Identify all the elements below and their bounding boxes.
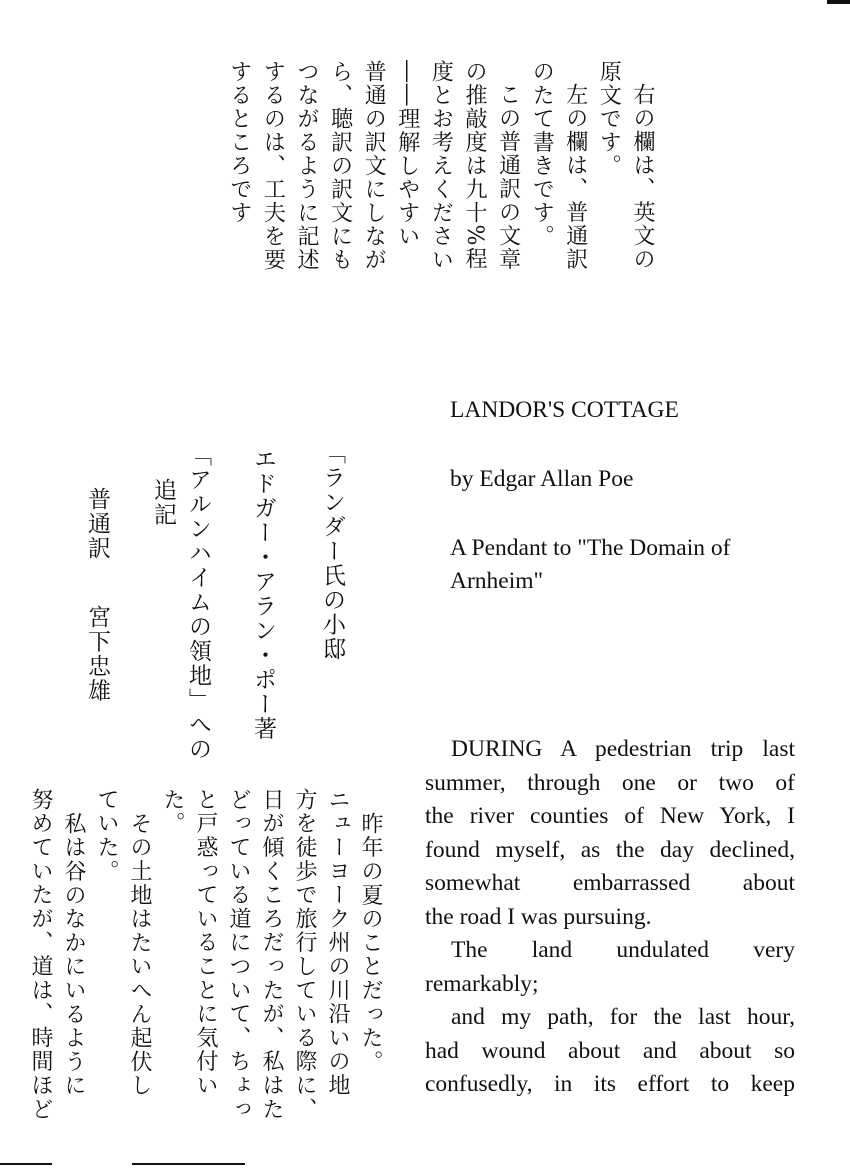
- en-author: by Edgar Allan Poe: [450, 466, 634, 492]
- en-body-line: the road I was pursuing.: [425, 903, 652, 930]
- note-column: 度とお考えください: [428, 60, 454, 272]
- jp-body-column: 私は谷のなかにいるように: [61, 812, 86, 1098]
- note-column: のたて書きです。: [529, 60, 555, 248]
- note-column: の推敲度は九十%程: [462, 60, 487, 271]
- note-column: するところです: [226, 60, 252, 225]
- footer-rule-left: [0, 1163, 52, 1165]
- note-column: ら、聴訳の訳文にも: [327, 60, 353, 272]
- jp-author: エドガー・アラン・ポー著: [250, 447, 276, 741]
- en-body-line: confusedly, in its effort to keep: [425, 1071, 795, 1097]
- jp-body-column: た。: [160, 788, 185, 836]
- jp-body-column: ニューヨーク州の川沿いの地: [325, 788, 350, 1098]
- en-subtitle-line-1: A Pendant to "The Domain of: [450, 535, 731, 561]
- jp-body-column: どっている道について、ちょっ: [226, 788, 251, 1122]
- jp-body-column: 日が傾くころだったが、私はた: [259, 788, 284, 1122]
- jp-title: 「ランダー氏の小邸: [319, 441, 345, 662]
- jp-body-column: ていた。: [94, 788, 119, 884]
- en-title: LANDOR'S COTTAGE: [450, 397, 679, 423]
- jp-body-column: 努めていたが、道は、時間ほど: [28, 788, 53, 1122]
- footer-rule-center: [132, 1163, 245, 1165]
- note-column: 普通の訳文にしなが: [361, 60, 387, 272]
- jp-translator-name: 宮下忠雄: [84, 605, 110, 703]
- note-column: 原文です。: [596, 60, 622, 178]
- note-column: つながるように記述: [294, 60, 319, 272]
- jp-body-column: と戸惑っていることに気付い: [193, 788, 218, 1098]
- jp-subtitle-line-1: 「アルンハイムの領地」への: [185, 443, 211, 762]
- en-body-line: summer, through one or two of: [425, 769, 795, 796]
- jp-translation-label: 普通訳: [84, 487, 110, 561]
- jp-body-column: 昨年の夏のことだった。: [358, 812, 383, 1074]
- en-subtitle-line-2: Arnheim": [450, 568, 544, 594]
- corner-mark: [827, 0, 850, 4]
- note-column: 左の欄は、普通訳: [562, 83, 588, 271]
- en-body-line: remarkably;: [425, 970, 539, 997]
- jp-body-column: その土地はたいへん起伏し: [127, 812, 152, 1098]
- en-body-line: DURING A pedestrian trip last: [451, 736, 795, 762]
- en-body-line: somewhat embarrassed about: [425, 870, 795, 896]
- jp-body-column: 方を徒歩で旅行している際に、: [292, 788, 317, 1122]
- note-column: 右の欄は、英文の: [630, 83, 655, 271]
- en-body-text: [425, 733, 795, 1102]
- note-column: ――理解しやすい: [394, 60, 420, 248]
- en-body-line: the river counties of New York, I: [425, 803, 795, 829]
- en-body-line: found myself, as the day declined,: [425, 836, 795, 863]
- en-body-line: and my path, for the last hour,: [451, 1004, 795, 1030]
- jp-subtitle-line-2: 追記: [150, 478, 176, 527]
- note-column: するのは、工夫を要: [260, 60, 286, 272]
- note-column: この普通訳の文章: [495, 83, 521, 271]
- en-body-line: The land undulated very: [451, 937, 795, 963]
- en-body-line: had wound about and about so: [425, 1037, 795, 1064]
